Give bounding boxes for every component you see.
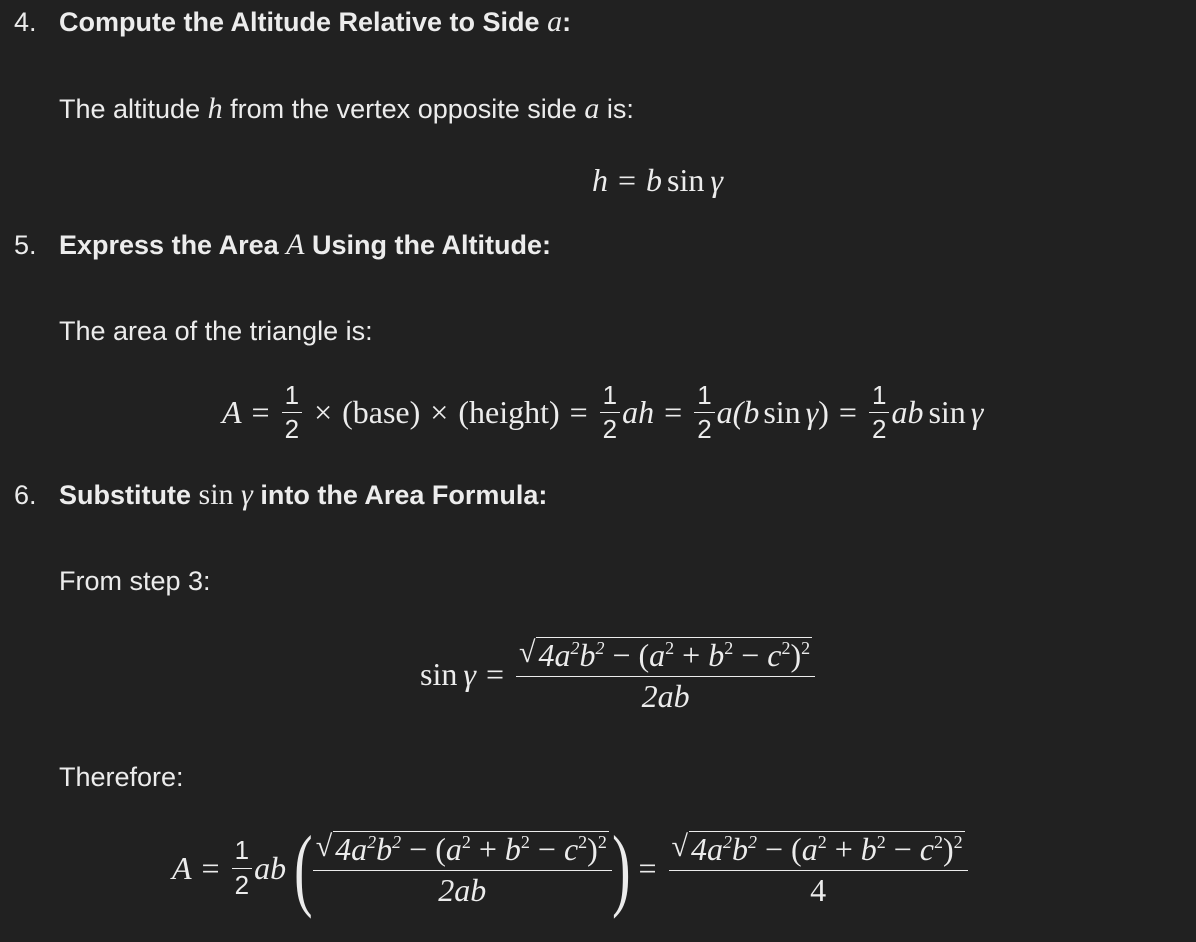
equals-sign: = bbox=[201, 849, 220, 886]
denominator: 2 bbox=[697, 414, 712, 445]
text-fragment: The altitude bbox=[59, 94, 201, 124]
denominator: 2ab bbox=[641, 677, 690, 714]
equation-area bbox=[222, 382, 983, 444]
equals-sign: = bbox=[618, 162, 637, 198]
radical-icon: √ bbox=[519, 636, 536, 669]
step-title: Using the Altitude: bbox=[311, 230, 551, 260]
numerator: 1 bbox=[234, 835, 250, 866]
var-b: b bbox=[743, 394, 760, 431]
step-5-heading bbox=[14, 228, 551, 262]
gamma-symbol: γ bbox=[970, 394, 984, 431]
step-number: 6. bbox=[14, 480, 37, 510]
fraction-inner bbox=[313, 829, 612, 907]
numerator bbox=[669, 829, 968, 867]
height-term: (height) bbox=[458, 394, 560, 431]
numerator: 1 bbox=[602, 380, 618, 410]
step-4-heading bbox=[14, 5, 571, 39]
equation-sin-gamma bbox=[420, 635, 817, 713]
text-fragment: is: bbox=[606, 94, 634, 124]
var-A: A bbox=[172, 849, 192, 886]
square-root: √ $4a^2b^2 - (a^2 + b^2 - c^2)^2$ bbox=[519, 636, 811, 673]
sin-function: sin bbox=[420, 655, 458, 692]
var-a: a bbox=[584, 92, 600, 125]
var-h: h bbox=[592, 162, 608, 198]
fraction-half bbox=[600, 382, 620, 444]
step-title: Express the Area bbox=[59, 230, 279, 260]
step-number: 4. bbox=[14, 7, 37, 37]
numerator: 1 bbox=[697, 380, 712, 410]
sin-function: sin bbox=[928, 394, 966, 431]
term-ab: ab bbox=[254, 849, 287, 886]
denominator: 2 bbox=[284, 414, 300, 445]
step-title: Compute the Altitude Relative to Side bbox=[59, 7, 540, 37]
step-4-text bbox=[59, 92, 634, 126]
var-h: h bbox=[207, 92, 223, 125]
equals-sign: = bbox=[485, 655, 504, 692]
fraction-half bbox=[694, 382, 714, 444]
base-term: (base) bbox=[342, 394, 421, 431]
sin-function: sin bbox=[763, 394, 801, 431]
equation-final-area bbox=[172, 817, 970, 919]
numerator: 1 bbox=[284, 380, 300, 410]
equals-sign: = bbox=[838, 394, 857, 431]
gamma-symbol: γ bbox=[241, 478, 253, 511]
square-root: √ $4a^2b^2 - (a^2 + b^2 - c^2)^2$ bbox=[315, 829, 607, 867]
denominator: 2 bbox=[234, 869, 250, 900]
fraction-half bbox=[282, 382, 302, 444]
right-paren: ) bbox=[611, 817, 631, 919]
denominator: 2ab bbox=[438, 871, 487, 908]
equals-sign: = bbox=[638, 849, 657, 886]
term-a: a( bbox=[716, 394, 744, 431]
denominator: 2 bbox=[871, 414, 887, 445]
var-A: A bbox=[222, 394, 242, 431]
gamma-symbol: γ bbox=[710, 162, 723, 198]
fraction-half bbox=[232, 837, 252, 899]
step-title: into the Area Formula: bbox=[260, 480, 548, 510]
times-sign: × bbox=[314, 394, 333, 431]
colon: : bbox=[562, 7, 572, 37]
var-A: A bbox=[286, 228, 305, 261]
step-title: Substitute bbox=[59, 480, 191, 510]
denominator: 2 bbox=[602, 414, 618, 445]
fraction-final bbox=[669, 829, 968, 907]
therefore-text: Therefore: bbox=[59, 762, 184, 792]
equals-sign: = bbox=[664, 394, 683, 431]
step-number: 5. bbox=[14, 230, 37, 260]
step-6-text: From step 3: bbox=[59, 566, 211, 596]
radical-icon: √ bbox=[671, 829, 688, 863]
term-ah: ah bbox=[622, 394, 655, 431]
gamma-symbol: γ bbox=[805, 394, 819, 431]
text-fragment: from the vertex opposite side bbox=[230, 94, 577, 124]
gamma-symbol: γ bbox=[463, 655, 476, 692]
radical-icon: √ bbox=[315, 829, 333, 863]
fraction-half bbox=[869, 382, 889, 444]
var-a: a bbox=[547, 5, 563, 38]
step-5-text: The area of the triangle is: bbox=[59, 316, 373, 346]
step-6-heading bbox=[14, 478, 547, 512]
numerator bbox=[313, 829, 612, 867]
times-sign: × bbox=[430, 394, 449, 431]
numerator bbox=[516, 635, 815, 673]
fraction-sin bbox=[516, 635, 815, 713]
sin-function: sin bbox=[667, 162, 705, 198]
left-paren: ( bbox=[294, 817, 313, 919]
close-paren: ) bbox=[818, 394, 829, 431]
term-ab: ab bbox=[891, 394, 924, 431]
square-root: √ $4a^2b^2 - (a^2 + b^2 - c^2)^2$ bbox=[671, 829, 963, 867]
sin-function: sin bbox=[198, 478, 234, 511]
denominator: 4 bbox=[810, 871, 827, 908]
numerator: 1 bbox=[871, 380, 887, 410]
equals-sign: = bbox=[251, 394, 270, 431]
var-b: b bbox=[646, 162, 663, 198]
equals-sign: = bbox=[569, 394, 588, 431]
equation-altitude bbox=[592, 162, 723, 199]
